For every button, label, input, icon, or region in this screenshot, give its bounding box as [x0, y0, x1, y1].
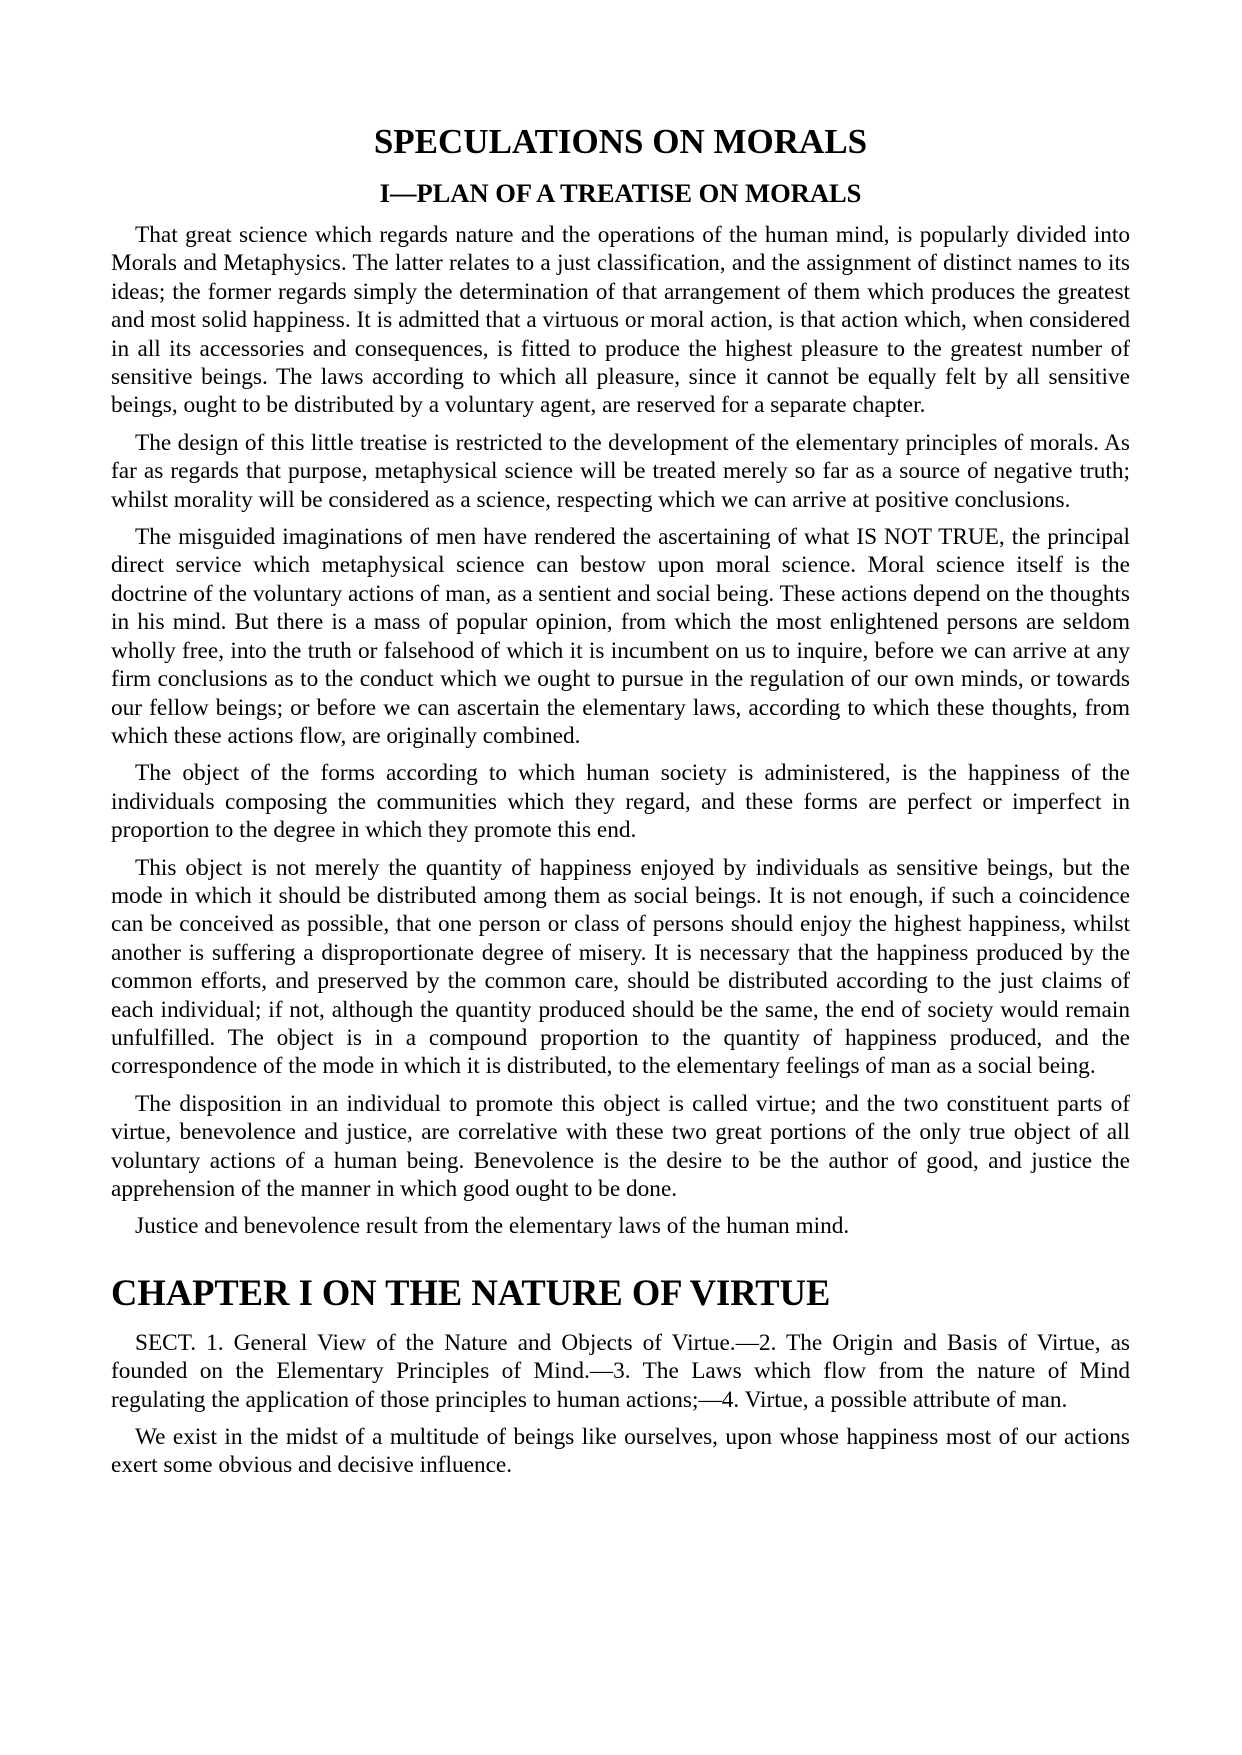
document-title: SPECULATIONS ON MORALS: [373, 122, 868, 161]
paragraph: The disposition in an individual to promote this object is called virtue; and the two constituent parts of virtue, benevolence and justice, are correlative with these two great portions of the only true object of all voluntary actions of a human being. Benevolence is the desire to be the author of good, and justice the apprehension of the manner in which good ought to be done.: [111, 1090, 1130, 1202]
paragraph: That great science which regards nature and the operations of the human mind, is popularly divided into Morals and Metaphysics. The latter relates to a just classification, and the assignment of distinct names to its ideas; the former regards simply the determination of that arrangement of them which produces the greatest and most solid happiness. It is admitted that a virtuous or moral action, is that action which, when considered in all its accessories and consequences, is fitted to produce the highest pleasure to the greatest number of sensitive beings. The laws according to which all pleasure, since it cannot be equally felt by all sensitive beings, ought to be distributed by a voluntary agent, are reserved for a separate chapter.: [111, 222, 1130, 419]
chapter-heading: CHAPTER I ON THE NATURE OF VIRTUE: [111, 1271, 831, 1313]
paragraph: SECT. 1. General View of the Nature and Objects of Virtue.—2. The Origin and Basis of Virtue, as founded on the Elementary Principles of Mind.—3. The Laws which flow from the nature of Mind regulating the application of those principles to human actions;—4. Virtue, a possible attribute of man.: [111, 1329, 1130, 1413]
paragraph: This object is not merely the quantity of happiness enjoyed by individuals as sensitive beings, but the mode in which it should be distributed among them as social beings. It is not enough, if such a coincidence can be conceived as possible, that one person or class of persons should enjoy the highest happiness, whilst another is suffering a disproportionate degree of misery. It is necessary that the happiness produced by the common efforts, and preserved by the common care, should be distributed according to the just claims of each individual; if not, although the quantity produced should be the same, the end of society would remain unfulfilled. The object is in a compound proportion to the quantity of happiness produced, and the correspondence of the mode in which it is distributed, to the elementary feelings of man as a social being.: [111, 854, 1130, 1080]
section-heading: I—PLAN OF A TREATISE ON MORALS: [379, 178, 862, 208]
paragraph: The design of this little treatise is restricted to the development of the elementary principles of morals. As far as regards that purpose, metaphysical science will be treated merely so far as a source of negative truth; whilst morality will be considered as a science, respecting which we can arrive at positive conclusions.: [111, 429, 1130, 513]
paragraph: The object of the forms according to which human society is administered, is the happiness of the individuals composing the communities which they regard, and these forms are perfect or imperfect in proportion to the degree in which they promote this end.: [111, 760, 1130, 844]
paragraph: Justice and benevolence result from the elementary laws of the human mind.: [135, 1213, 850, 1240]
paragraph: The misguided imaginations of men have rendered the ascertaining of what IS NOT TRUE, the principal direct service which metaphysical science can bestow upon moral science. Moral science itself is the doctrine of the voluntary actions of man, as a sentient and social being. These actions depend on the thoughts in his mind. But there is a mass of popular opinion, from which the most enlightened persons are seldom wholly free, into the truth or falsehood of which it is incumbent on us to inquire, before we can arrive at any firm conclusions as to the conduct which we ought to pursue in the regulation of our own minds, or towards our fellow beings; or before we can ascertain the elementary laws, according to which these thoughts, from which these actions flow, are originally combined.: [111, 524, 1130, 749]
paragraph: We exist in the midst of a multitude of beings like ourselves, upon whose happiness most of our actions exert some obvious and decisive influence.: [111, 1424, 1130, 1479]
